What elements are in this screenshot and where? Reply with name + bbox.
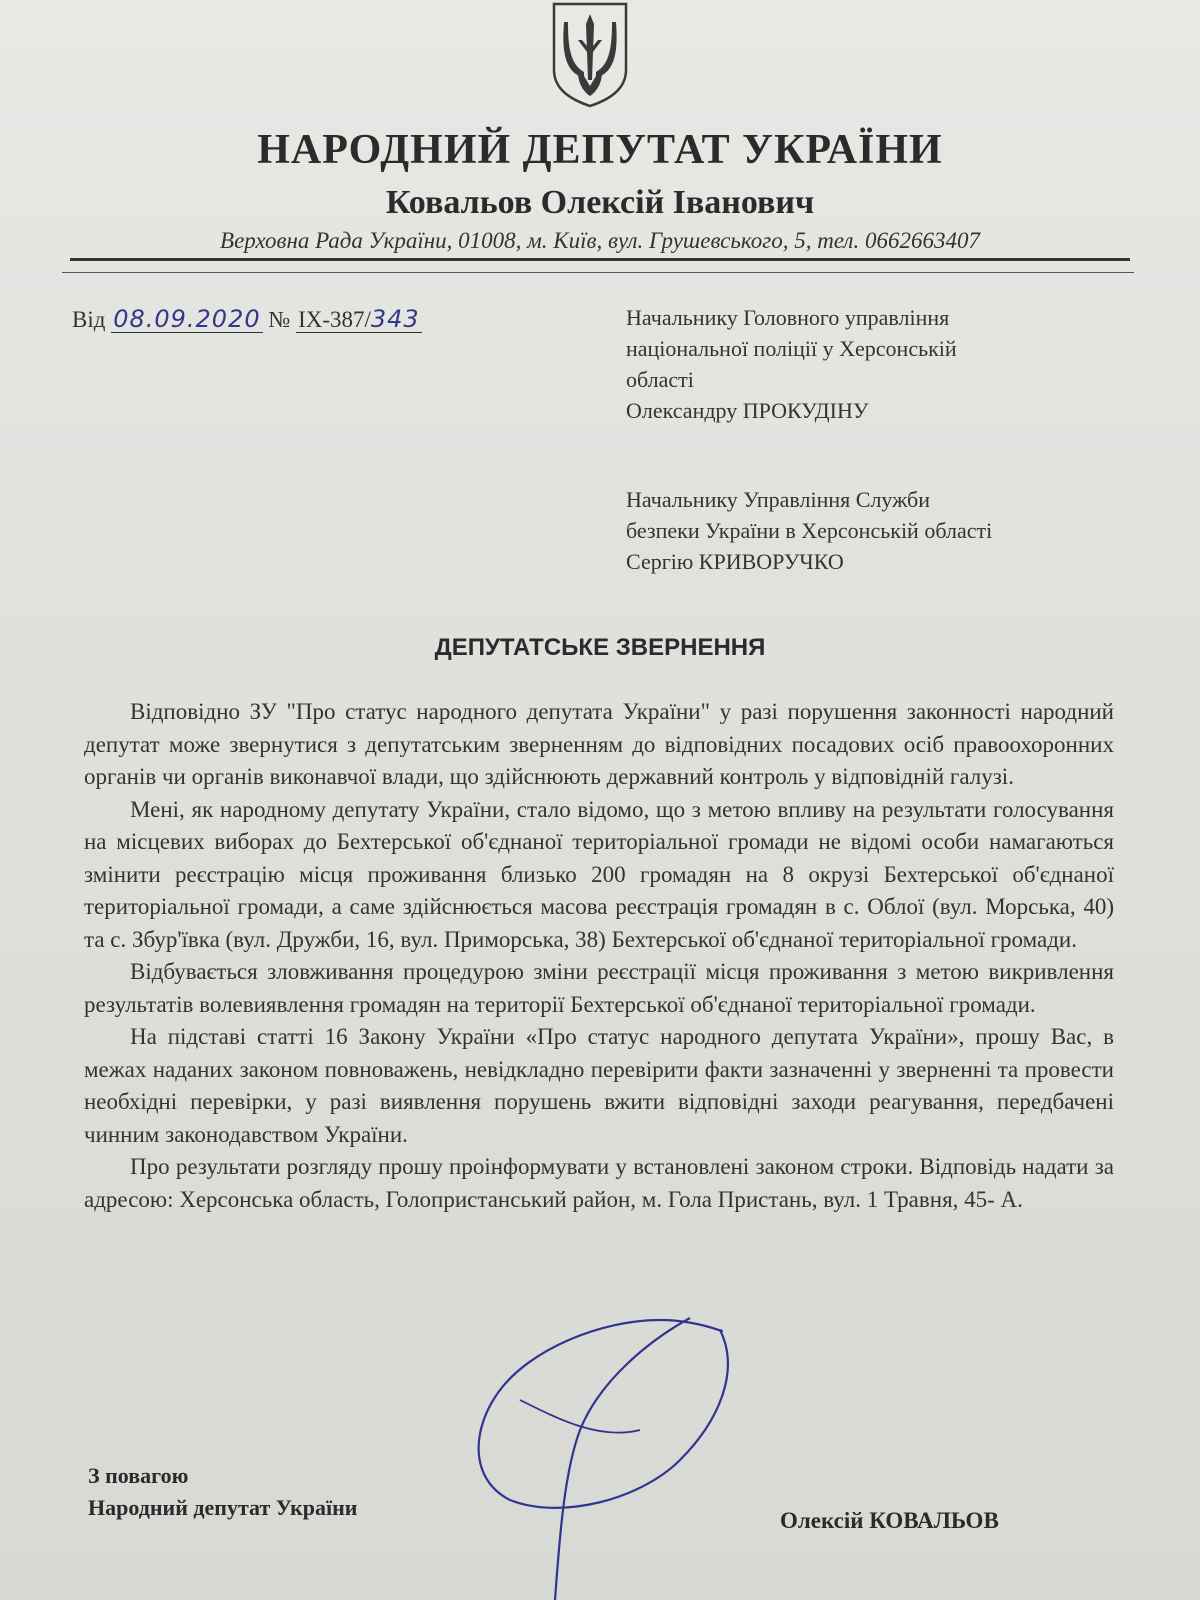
addressee-line: області	[626, 367, 694, 392]
from-label: Від	[72, 307, 106, 332]
number-label: №	[268, 307, 291, 332]
closing-position: Народний депутат України	[88, 1495, 358, 1520]
body-paragraph: Відповідно ЗУ "Про статус народного депутата України" у разі порушення законності народний депутат може звернутися з депутатським зверненням до відповідних посадових осіб правоохоронних органів чи органів виконавчої влади, що здійснюють державний контроль у відповідній галузі.	[84, 699, 1114, 789]
addressee-security-service	[626, 484, 1146, 577]
addressee-line: Сергію КРИВОРУЧКО	[626, 549, 844, 574]
letterhead-title: НАРОДНИЙ ДЕПУТАТ УКРАЇНИ	[257, 127, 943, 173]
letterhead-divider	[62, 272, 1134, 273]
body-paragraph: Відбувається зловживання процедурою зміни реєстрації місця проживання з метою викривлення результатів волевиявлення громадян на території Бехтерської об'єднаної територіальної громади.	[84, 959, 1114, 1017]
addressee-line: національної поліції у Херсонській	[626, 336, 957, 361]
letterhead-address: Верховна Рада України, 01008, м. Київ, вул. Грушевського, 5, тел. 0662663407	[70, 228, 1130, 261]
registration-date: 08.09.2020	[113, 305, 261, 333]
addressee-police	[626, 302, 1146, 426]
document-subject: ДЕПУТАТСЬКЕ ЗВЕРНЕННЯ	[434, 634, 766, 661]
closing-regards: З повагою	[88, 1463, 189, 1488]
addressee-line: Олександру ПРОКУДІНУ	[626, 398, 869, 423]
closing-block	[88, 1460, 357, 1524]
addressee-line: Начальнику Головного управління	[626, 305, 950, 330]
body-paragraph: Про результати розгляду прошу проінформувати у встановлені законом строки. Відповідь надати за адресою: Херсонська область, Голопристанський район, м. Гола Пристань, вул. 1 Травня, 45- А.	[84, 1154, 1114, 1212]
addressee-line: безпеки України в Херсонській області	[626, 518, 993, 543]
trident-coat-of-arms-icon	[548, 0, 632, 108]
body-paragraph: На підставі статті 16 Закону України «Про статус народного депутата України», прошу Вас, в межах наданих законом повноважень, невідкладно перевірити факти зазначенні у зверненні та провести необхідні перевірки, у разі виявлення порушень вжити відповідні заходи реагування, передбачені чинним законодавством України.	[84, 1024, 1114, 1147]
body-paragraph: Мені, як народному депутату України, стало відомо, що з метою впливу на результати голосування на місцевих виборах до Бехтерської об'єднаної територіальної громади не відомі особи намагаються змінити реєстрацію місця проживання близько 200 громадян на 8 окрузі Бехтерської об'єднаної територіальної громади, а саме здійснюється масова реєстрація громадян в с. Облої (вул. Морська, 40) та с. Збур'ївка (вул. Дружби, 16, вул. Приморська, 38) Бехтерської об'єднаної територіальної громади.	[84, 796, 1114, 952]
letterhead-name: Ковальов Олексій Іванович	[385, 184, 815, 221]
signer-name: Олексій КОВАЛЬОВ	[780, 1508, 999, 1533]
addressee-line: Начальнику Управління Служби	[626, 487, 931, 512]
number-prefix: IX-387/	[298, 307, 371, 332]
number-suffix: 343	[370, 305, 420, 333]
registration-line	[72, 305, 422, 333]
letter-body	[84, 696, 1114, 1216]
